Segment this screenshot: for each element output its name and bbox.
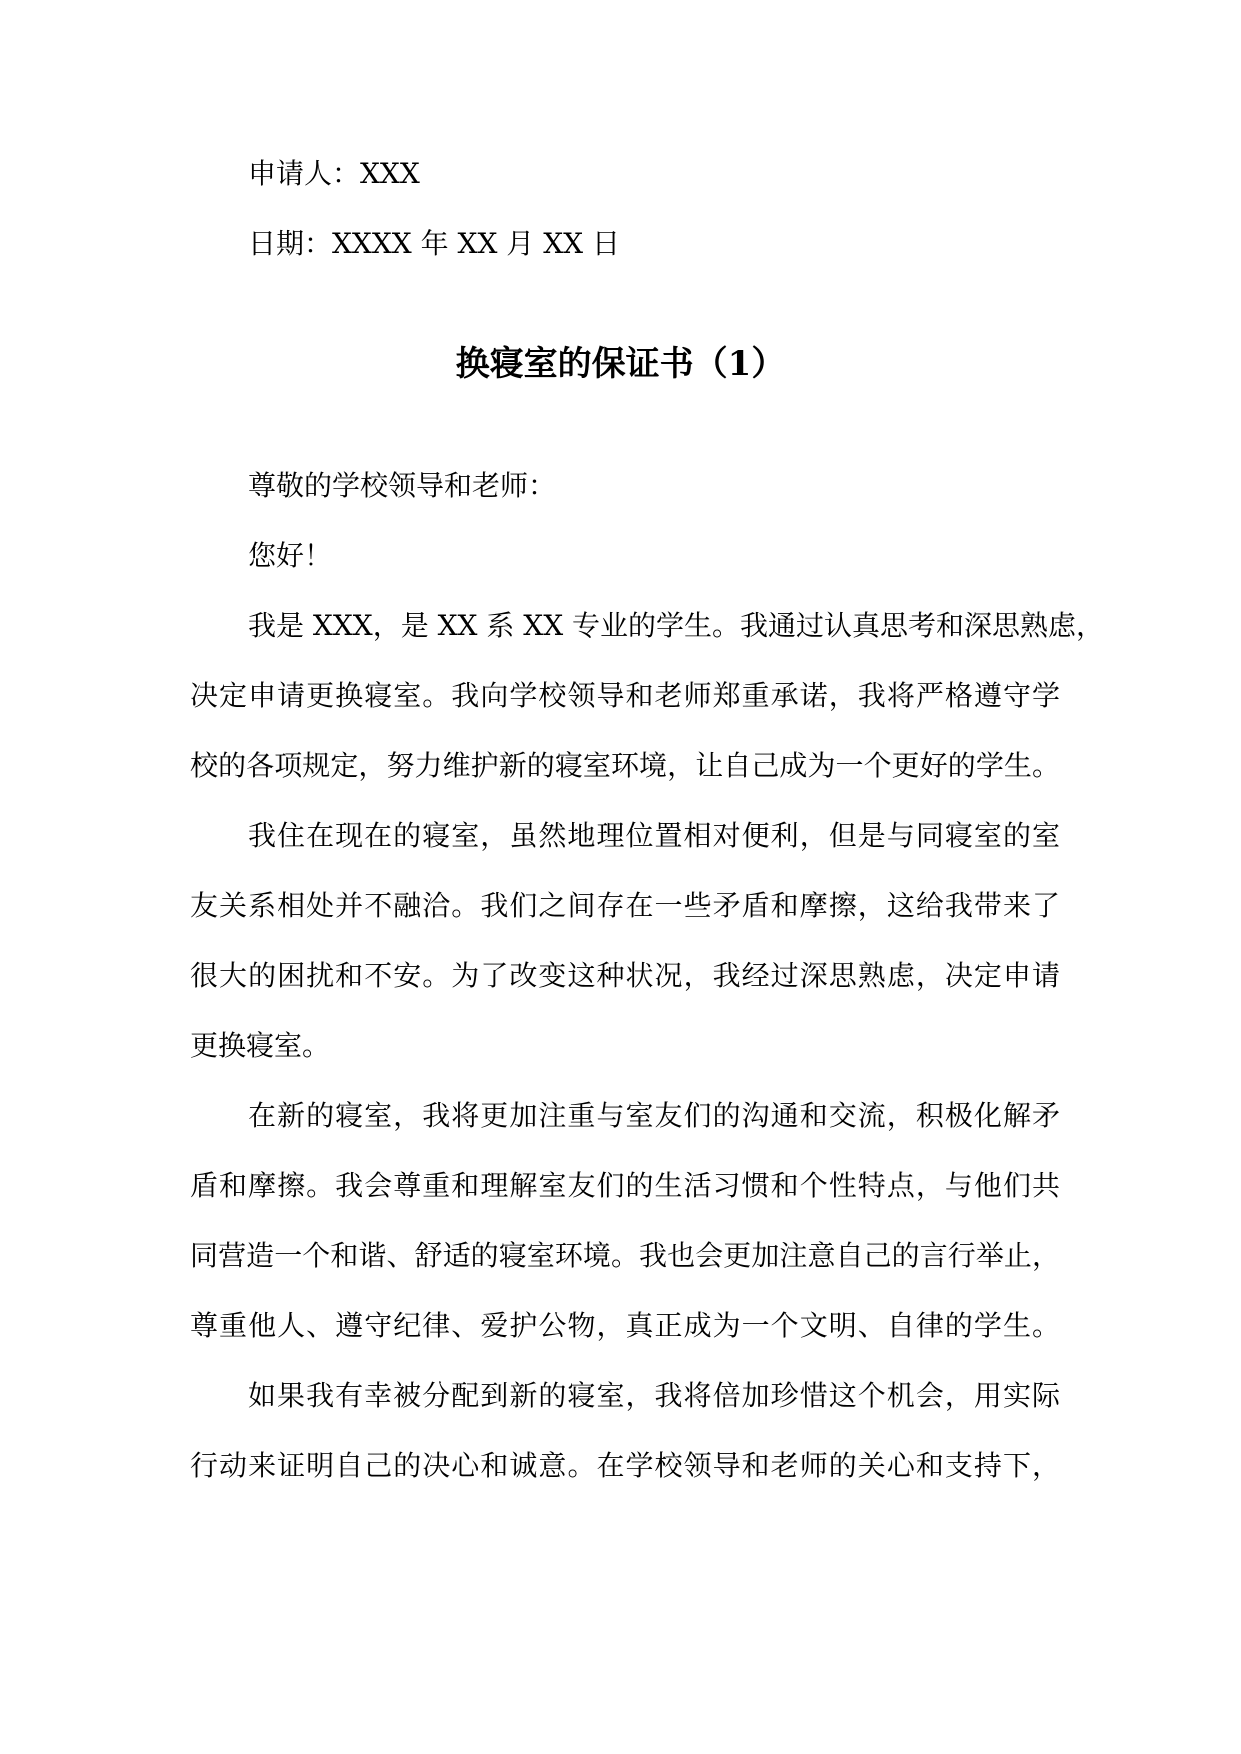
paragraph-line: 更换寝室。 [190, 1029, 331, 1062]
paragraph-line: 在新的寝室，我将更加注重与室友们的沟通和交流，积极化解矛 [248, 1099, 1060, 1132]
paragraph-line: 很大的困扰和不安。为了改变这种状况，我经过深思熟虑，决定申请 [190, 959, 1060, 992]
paragraph-line: 同营造一个和谐、舒适的寝室环境。我也会更加注意自己的言行举止， [190, 1239, 1060, 1272]
date-line: 日期：XXXX 年 XX 月 XX 日 [248, 227, 620, 260]
paragraph-line: 行动来证明自己的决心和诚意。在学校领导和老师的关心和支持下， [190, 1449, 1060, 1482]
applicant-line: 申请人：XXX [248, 157, 420, 190]
salutation-line: 您好！ [248, 539, 333, 572]
paragraph-line: 校的各项规定，努力维护新的寝室环境，让自己成为一个更好的学生。 [190, 749, 1060, 782]
paragraph-line: 友关系相处并不融洽。我们之间存在一些矛盾和摩擦，这给我带来了 [190, 889, 1060, 922]
greeting-line: 尊敬的学校领导和老师： [248, 469, 557, 502]
paragraph-line: 决定申请更换寝室。我向学校领导和老师郑重承诺，我将严格遵守学 [190, 679, 1060, 712]
document-title: 换寝室的保证书（1） [455, 344, 786, 384]
paragraph-line: 我住在现在的寝室，虽然地理位置相对便利，但是与同寝室的室 [248, 819, 1060, 852]
paragraph-line: 我是 XXX，是 XX 系 XX 专业的学生。我通过认真思考和深思熟虑， [248, 609, 1105, 642]
paragraph-line: 如果我有幸被分配到新的寝室，我将倍加珍惜这个机会，用实际 [248, 1379, 1060, 1412]
paragraph-line: 盾和摩擦。我会尊重和理解室友们的生活习惯和个性特点，与他们共 [190, 1169, 1060, 1202]
paragraph-line: 尊重他人、遵守纪律、爱护公物，真正成为一个文明、自律的学生。 [190, 1309, 1060, 1342]
